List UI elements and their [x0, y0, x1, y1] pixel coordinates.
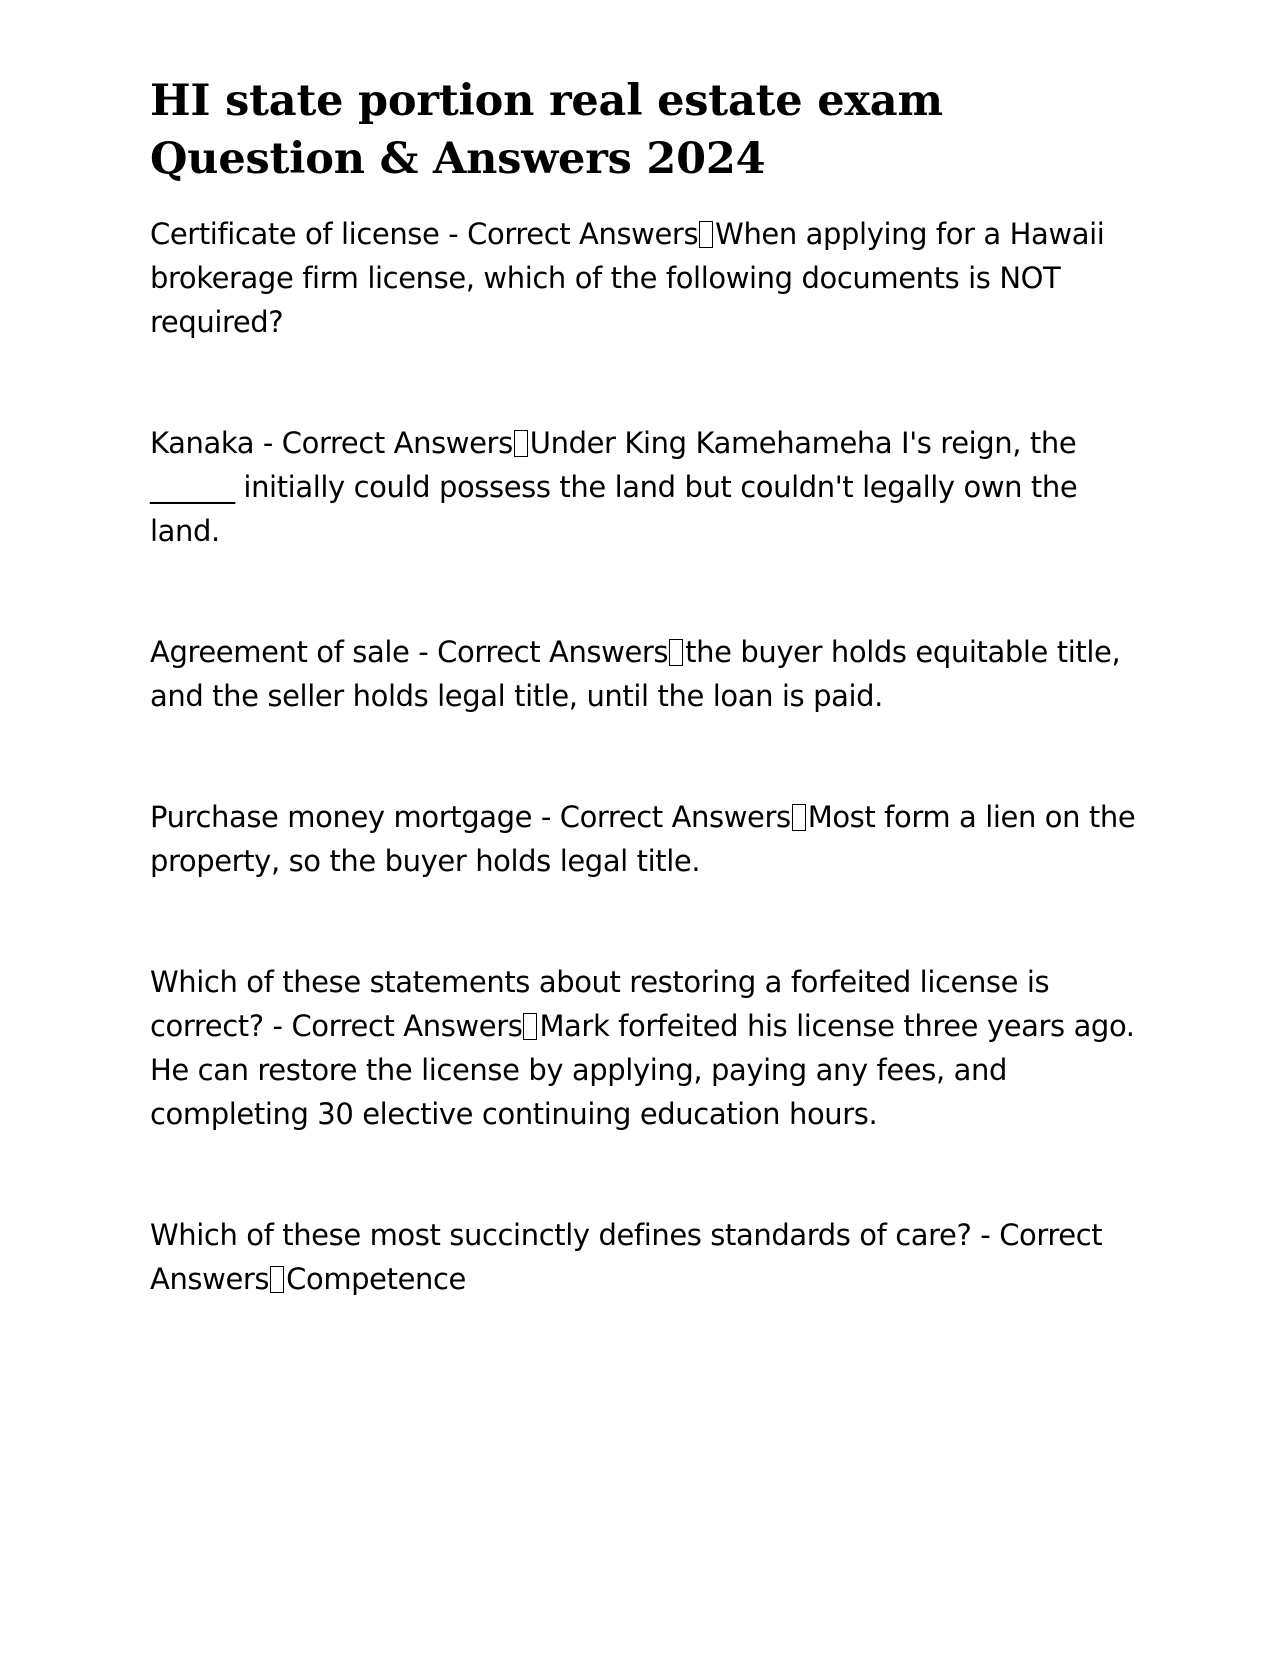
qa-text: Most form a lien on the property, so the buyer holds legal title. — [150, 800, 1136, 878]
qa-item — [150, 960, 1140, 1136]
qa-item — [150, 795, 1140, 883]
qa-item — [150, 630, 1140, 718]
qa-item — [150, 212, 1140, 344]
qa-answer-label: Correct Answers — [150, 1218, 1103, 1296]
qa-term: Which of these statements about restoring a forfeited license is correct? - — [150, 965, 1050, 1043]
qa-item — [150, 421, 1140, 553]
qa-item — [150, 1213, 1140, 1301]
missing-glyph-icon — [792, 804, 806, 831]
document-title: HI state portion real estate exam Question & Answers 2024 — [150, 76, 943, 184]
missing-glyph-icon — [523, 1013, 537, 1040]
qa-answer-label: Correct Answers — [467, 217, 699, 251]
qa-term: Certificate of license - — [150, 217, 468, 251]
qa-answer-label: Correct Answers — [281, 426, 513, 460]
qa-term: Agreement of sale - — [150, 635, 438, 669]
qa-list — [150, 212, 1140, 1301]
missing-glyph-icon — [270, 1266, 284, 1293]
qa-answer-label: Correct Answers — [559, 800, 791, 834]
qa-term: Purchase money mortgage - — [150, 800, 560, 834]
qa-text: When applying for a Hawaii brokerage firm license, which of the following documents is NOT required? — [150, 217, 1105, 339]
missing-glyph-icon — [699, 221, 713, 248]
qa-term: Kanaka - — [150, 426, 282, 460]
qa-text: Under King Kamehameha I's reign, the ______ initially could possess the land but couldn't legally own the land. — [150, 426, 1078, 548]
missing-glyph-icon — [669, 639, 683, 666]
qa-text: the buyer holds equitable title, and the seller holds legal title, until the loan is paid. — [150, 635, 1121, 713]
qa-term: Which of these most succinctly defines standards of care? - — [150, 1218, 1000, 1252]
qa-text: Competence — [286, 1262, 466, 1296]
qa-text: Mark forfeited his license three years ago. He can restore the license by applying, paying any fees, and completing 30 elective continuing education hours. — [150, 1009, 1135, 1131]
document-page — [150, 72, 1140, 1378]
qa-answer-label: Correct Answers — [437, 635, 669, 669]
qa-answer-label: Correct Answers — [291, 1009, 523, 1043]
missing-glyph-icon — [514, 430, 528, 457]
